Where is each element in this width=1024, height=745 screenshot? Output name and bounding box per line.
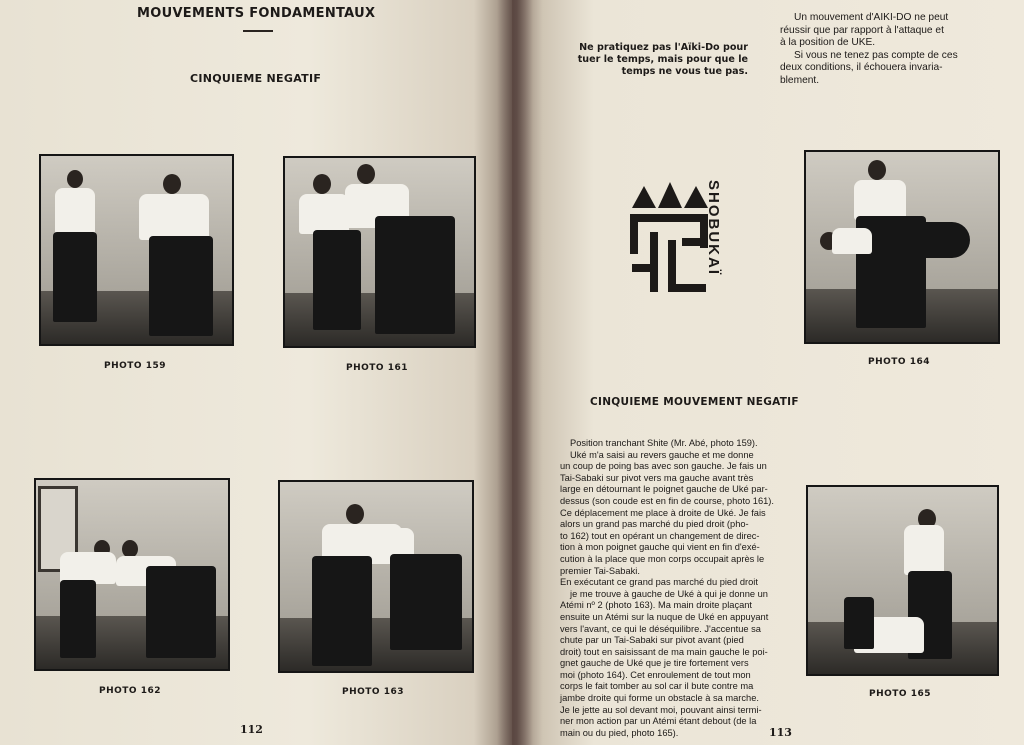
header-rule: [243, 30, 273, 32]
photo-162-caption: PHOTO 162: [99, 686, 161, 696]
photo-159: [39, 154, 234, 346]
photo-165: [806, 485, 999, 676]
section-title: CINQUIEME NEGATIF: [190, 72, 322, 85]
article-title: CINQUIEME MOUVEMENT NEGATIF: [590, 396, 799, 408]
photo-159-caption: PHOTO 159: [104, 361, 166, 371]
shobukai-logo-text: SHOBUKAÏ: [705, 180, 722, 277]
page-number-left: 112: [240, 723, 263, 736]
photo-163-caption: PHOTO 163: [342, 687, 404, 697]
article-body: Position tranchant Shite (Mr. Abé, photo 159). Uké m'a saisi au revers gauche et me donne un coup de poing bas avec son gauche. Je fais un Tai-Sabaki sur pivot vers ma gauche avant très large en détournant le poignet gauche de Uké par- dessus (son coude est en fin de course, photo 161). Ce déplacement me place à droite de Uké. Je fais alors un grand pas marché du pied droit (pho- to 162) tout en opérant un changement de direc- tion à mon poignet gauche qui vient en fin d'exé- cution à la place que mon corps occupait après le premier Tai-Sabaki. En exécutant ce grand pas marché du pied droit je me trouve à gauche de Uké à qui je donne un Atémi nº 2 (photo 163). Ma main droite plaçant ensuite un Atémi sur la nuque de Uké en appuyant vers l'avant, ce qui le déséquilibre. J'accentue sa chute par un Tai-Sabaki sur pivot avant (pied droit) tout en saisissant de ma main gauche le poi- gnet gauche de Uké que je tire fortement vers moi (photo 164). Cet enroulement de tout mon corps le fait tomber au sol car il bute contre ma jambe droite qui forme un obstacle à sa marche. Je le jette au sol devant moi, pouvant ainsi termi- ner mon action par un Atémi étant debout (de la main ou du pied, photo 165).: [560, 438, 774, 738]
page-header: MOUVEMENTS FONDAMENTAUX: [137, 6, 376, 21]
photo-161-caption: PHOTO 161: [346, 363, 408, 373]
page-number-right: 113: [769, 726, 792, 739]
book-gutter: [497, 0, 533, 745]
photo-163: [278, 480, 474, 673]
intro-paragraph: Un mouvement d'AIKI-DO ne peut réussir que par rapport à l'attaque et à la position de UKE. Si vous ne tenez pas compte de ces deux conditions, il échouera invaria- blement.: [780, 12, 958, 86]
photo-162: [34, 478, 230, 671]
photo-164-caption: PHOTO 164: [868, 357, 930, 367]
page-quote: Ne pratiquez pas l'Aïki-Do pour tuer le temps, mais pour que le temps ne vous tue pas.: [577, 42, 748, 77]
photo-165-caption: PHOTO 165: [869, 689, 931, 699]
shobukai-logo: [622, 180, 742, 310]
right-page: [512, 0, 1024, 745]
photo-164: [804, 150, 1000, 344]
photo-161: [283, 156, 476, 348]
